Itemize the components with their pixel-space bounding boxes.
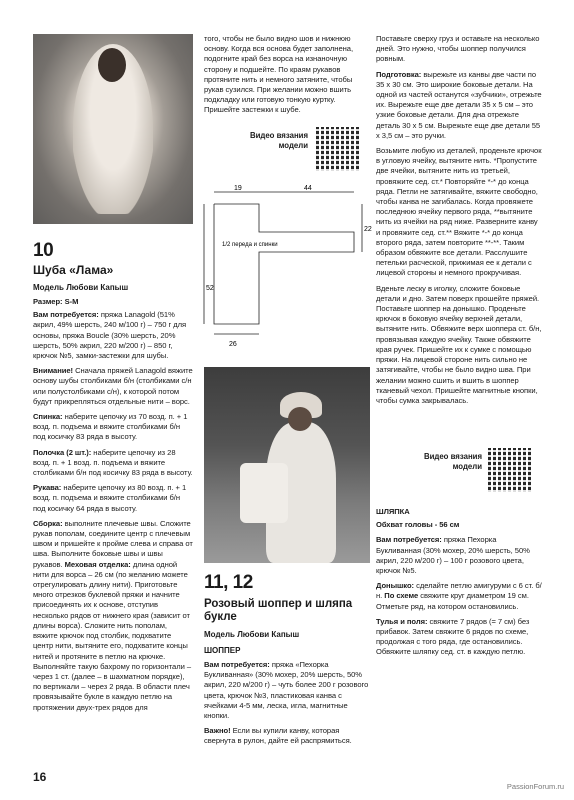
shopper-materials-label: Вам потребуется: — [204, 660, 270, 669]
qr-code-icon-2[interactable] — [488, 448, 532, 492]
fur-coat-photo — [33, 34, 193, 224]
shopper-materials-text: пряжа «Пехорка Букливанная» (30% мохер, 20% шерсть, 50% акрил, 220 м/200 г) – чуть более 200 г розового цвета, крючок №3, пластиковая канва с ячейками 4-5 мм, леска, игла, магнитные кнопки. — [204, 660, 369, 721]
col3-body-2: Вденьте леску в иголку, сложите боковые детали и дно. Затем поверх прошейте пряжей. Поставьте шоппер на донышко. Проденьте крючок в боковую ячейку верхней детали, вытяните нить. Обвяжите верх шоппера ст. б/н, провязывая каждую ячейку. Также обвяжите края ручек. Пришейте их к сумке с помощью пряжи. На лицевой стороне нить сильно не затягивайте, чтобы не было видно шва. При желании можно сшить и вшить в шоппер тканевый чехол. Пришейте магнитные кнопки, чтобы сумка закрывалась. — [376, 283, 542, 405]
materials-text: пряжа Lanagold (51% акрил, 49% шерсть, 240 м/100 г) – 750 г для основы, пряжа Boucle (30% шерсть, 20% шерсть, 50% акрил, 220 м/200 г) – 850 г, крючок №5, замки-застежки для шубы. — [33, 310, 187, 361]
pattern-author: Модель Любови Капыш — [33, 283, 129, 292]
fur-trim-label: Меховая отделка: — [64, 559, 131, 569]
video-label-1: Видео вязания модели — [249, 131, 308, 150]
back-label: Спинка: — [33, 412, 63, 422]
dim-w2: 44 — [304, 185, 312, 192]
hat-section — [376, 507, 542, 663]
crown-text: свяжите 7 рядов (= 7 см) без прибавок. Затем свяжите 6 рядов по схеме, продолжая с того ряда, где остановились. Обвяжите шляпку сед. ст. в каждую петлю. — [376, 616, 530, 657]
shopper-heading: ШОППЕР — [204, 646, 241, 655]
assembly-label: Сборка: — [33, 518, 63, 528]
column-2 — [204, 34, 369, 121]
attention-text: Сначала пряжей Lanagold вяжите основу шубы столбиками б/н (столбиками с/н или полустолбиками с/н), к которой потом будут прикрепляться отдельные нити – ворс. — [33, 366, 193, 406]
shopper-materials — [204, 660, 370, 752]
video-label-2: Видео вязания модели — [423, 452, 482, 471]
column-1 — [33, 297, 193, 718]
col3-body-1: Возьмите любую из деталей, проденьте крючок в угловую ячейку, вытяните нить. *Пропустите две ячейки, вытяните нить из третьей, провяжите сед. ст.* Повторяйте *-* до конца ряда. Петли не затягивайте, вяжите свободно, чтобы канва не загибалась. Когда провяжете последнюю ячейку первого ряда, **вытяните нить из ячейки на ряд ниже. Разверните канву и провяжите сед. ст.** Вяжите *-* до конца второго ряда, затем повторите **-**. Таким образом обвяжите все детали. Расслушите петельки расческой, прижимая ее к детали с лицевой стороны и немного прокручивая. — [376, 146, 542, 278]
bottom-text: сделайте петлю амигуруми с 6 ст. б/н. — [376, 581, 542, 601]
prep-text: вырежьте из канвы две части по 35 х 30 см. Это широкие боковые детали. На одной из частей останутся «зубчики», отрежьте их. Вырежьте еще две детали 35 х 5 см – это узкие боковые детали. Для дна отрежьте деталь 30 х 5 см. Вырежьте еще две детали 55 х 3,5 см – это ручки. — [376, 69, 542, 140]
hat-materials-text: пряжа Пехорка Букливанная (30% мохер, 20% шерсть, 50% акрил, 220 м/200 г) – 100 г розового цвета, крючок №5. — [376, 535, 530, 576]
qr-code-icon[interactable] — [316, 127, 360, 171]
hat-size: Обхват головы - 56 см — [376, 520, 460, 530]
materials-label: Вам потребуется: — [33, 310, 99, 320]
pattern-number: 10 — [33, 240, 54, 261]
diagram-outline — [214, 204, 354, 324]
scheme-text: свяжите круг диаметром 19 см. Отметьте ряд, на котором остановились. — [376, 591, 529, 611]
crown-label: Тулья и поля: — [376, 616, 428, 626]
attention-label: Внимание! — [33, 366, 74, 376]
pattern-diagram — [204, 184, 370, 356]
watermark: PassionForum.ru — [506, 782, 564, 791]
front-label: Полочка (2 шт.): — [33, 447, 92, 457]
col3-intro: Поставьте сверху груз и оставьте на несколько дней. Это нужно, чтобы шоппер получился ровным. — [376, 34, 540, 64]
important-label: Важно! — [204, 726, 231, 736]
fur-trim-text: длина одной нити для ворса – 26 см (по желанию можете отрегулировать длину нити). Приготовьте много отрезков буклевой пряжи и начните присоединять их к основе, отступив несколько рядов от нижнего края (зависит от длины ворса). Сложите нить пополам, вяжите крючок под столбик, подхватите центр нити, вытяните его, подхватите концы нитей и протяните в петлю на крючке. Выполняйте такую бахрому по горизонтали – через 1 ст. (далее – в шахматном порядке), по вертикали – через 2 ряда. В области плеч провязывайте букле в каждую петлю на протяжении двух-трех рядов для — [33, 559, 191, 712]
important-text: Если вы купили канву, которая свернута в рулон, дайте ей распрямиться. — [204, 726, 352, 746]
column-3 — [376, 34, 542, 411]
pattern2-title: Розовый шоппер и шляпа букле — [204, 598, 353, 623]
prep-label: Подготовка: — [376, 69, 422, 79]
front-text: наберите цепочку из 28 возд. п. + 1 возд. п. подъема и вяжите столбиками б/н под косичку 83 ряда в высоту. — [33, 447, 193, 478]
bottom-label: Донышко: — [376, 581, 415, 591]
shopper-hat-photo — [204, 367, 370, 563]
hat-materials-label: Вам потребуется: — [376, 535, 442, 545]
dim-h2: 52 — [206, 285, 214, 292]
dim-w3: 26 — [229, 341, 237, 348]
hat-heading: ШЛЯПКА — [376, 507, 410, 516]
assembly-text: выполните плечевые швы. Сложите рукав пополам, соедините центр с плечевым швом и пришейте к пройме слева и справа от шва. Выполните боковые швы и швы рукавов. — [33, 518, 193, 569]
dim-w1: 19 — [234, 185, 242, 192]
col2-intro: того, чтобы не было видно шов и нижнюю основу. Когда вся основа будет заполнена, подогните край без ворса на изнаночную сторону и подшейте. По краям рукавов протяните нить и немного затяните, чтобы рукав сузился. При желании можно вшить подкладку или готовую тонкую куртку. Пришейте застежки к шубе. — [204, 34, 354, 115]
dim-h1: 22 — [364, 226, 372, 233]
scheme-label: По схеме — [384, 591, 419, 601]
pattern2-number: 11, 12 — [204, 572, 253, 593]
page-number: 16 — [33, 770, 47, 784]
size-line: Размер: S-M — [33, 297, 79, 306]
sleeves-text: наберите цепочку из 80 возд. п. + 1 возд. п. подъема и вяжите столбиками б/н под косичку 64 ряда в высоту. — [33, 483, 187, 513]
back-text: наберите цепочку из 70 возд. п. + 1 возд. п. подъема и вяжите столбиками б/н под косичку 83 ряда в высоту. — [33, 412, 188, 442]
sleeves-label: Рукава: — [33, 483, 62, 493]
pattern-title: Шуба «Лама» — [33, 263, 114, 277]
pattern2-author: Модель Любови Капыш — [204, 630, 300, 639]
diagram-note: 1/2 переда и спинки — [222, 242, 278, 248]
